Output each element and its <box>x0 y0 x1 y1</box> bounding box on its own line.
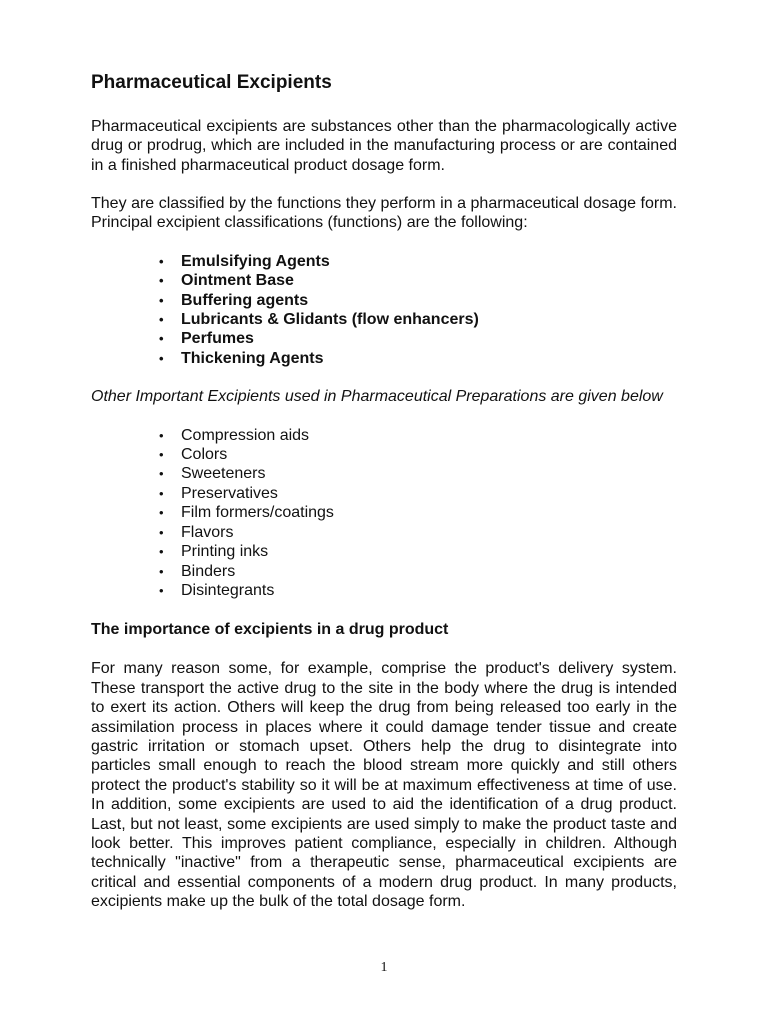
intro-paragraph: Pharmaceutical excipients are substances other than the pharmacologically active drug or prodrug, which are included in the manufacturing process or are contained in a finished pharmaceutical product dosage form. <box>91 117 677 174</box>
bullet-icon: • <box>159 582 164 598</box>
list-item <box>159 523 677 542</box>
other-excipients-list <box>91 426 677 601</box>
bullet-icon: • <box>159 292 164 308</box>
list-item-label: Perfumes <box>181 330 254 348</box>
list-item <box>159 291 677 310</box>
list-item <box>159 464 677 483</box>
list-item-label: Disintegrants <box>181 581 275 599</box>
bullet-icon: • <box>159 563 164 579</box>
bullet-icon: • <box>159 331 164 347</box>
bullet-icon: • <box>159 312 164 328</box>
bullet-icon: • <box>159 350 164 366</box>
list-item-label: Ointment Base <box>181 272 294 290</box>
list-item <box>159 252 677 271</box>
list-item <box>159 542 677 561</box>
bullet-icon: • <box>159 253 164 269</box>
list-item-label: Thickening Agents <box>181 349 324 367</box>
list-item <box>159 484 677 503</box>
list-item-label: Film formers/coatings <box>181 504 334 522</box>
classification-intro-paragraph: They are classified by the functions they perform in a pharmaceutical dosage form. Principal excipient classifications (functions) are the following: <box>91 195 677 232</box>
importance-paragraph: For many reason some, for example, comprise the product's delivery system. These transport the active drug to the site in the body where the drug is intended to exert its action. Others will keep the drug from being released too early in the assimilation process in places where it could damage tender tissue and create gastric irritation or stomach upset. Others help the drug to disintegrate into particles small enough to reach the blood stream more quickly and still others protect the product's stability so it will be at maximum effectiveness at time of use. In addition, some excipients are used to aid the identification of a drug product. Last, but not least, some excipients are used simply to make the product taste and look better. This improves patient compliance, especially in children. Although technically "inactive" from a therapeutic sense, pharmaceutical excipients are critical and essential components of a modern drug product. In many products, excipients make up the bulk of the total dosage form. <box>91 660 677 911</box>
principal-classifications-list <box>91 252 677 368</box>
list-item <box>159 581 677 600</box>
list-item <box>159 503 677 522</box>
bullet-icon: • <box>159 524 164 540</box>
bullet-icon: • <box>159 273 164 289</box>
bullet-icon: • <box>159 505 164 521</box>
document-title: Pharmaceutical Excipients <box>91 72 332 93</box>
list-item-label: Preservatives <box>181 484 278 502</box>
list-item <box>159 329 677 348</box>
list-item-label: Colors <box>181 446 228 464</box>
bullet-icon: • <box>159 447 164 463</box>
list-item-label: Sweeteners <box>181 465 266 483</box>
list-item-label: Binders <box>181 562 236 580</box>
bullet-icon: • <box>159 485 164 501</box>
list-item <box>159 426 677 445</box>
list-item-label: Compression aids <box>181 426 310 444</box>
bullet-icon: • <box>159 427 164 443</box>
list-item-label: Buffering agents <box>181 291 309 309</box>
list-item-label: Lubricants & Glidants (flow enhancers) <box>181 311 479 329</box>
list-item <box>159 349 677 368</box>
list-item-label: Printing inks <box>181 543 269 561</box>
bullet-icon: • <box>159 466 164 482</box>
list-item <box>159 271 677 290</box>
importance-heading: The importance of excipients in a drug product <box>91 621 449 639</box>
list-item <box>159 562 677 581</box>
list-item <box>159 310 677 329</box>
list-item <box>159 445 677 464</box>
list-item-label: Flavors <box>181 523 234 541</box>
list-item-label: Emulsifying Agents <box>181 252 330 270</box>
other-excipients-note: Other Important Excipients used in Pharmaceutical Preparations are given below <box>91 388 663 406</box>
bullet-icon: • <box>159 544 164 560</box>
page-number: 1 <box>380 960 388 975</box>
